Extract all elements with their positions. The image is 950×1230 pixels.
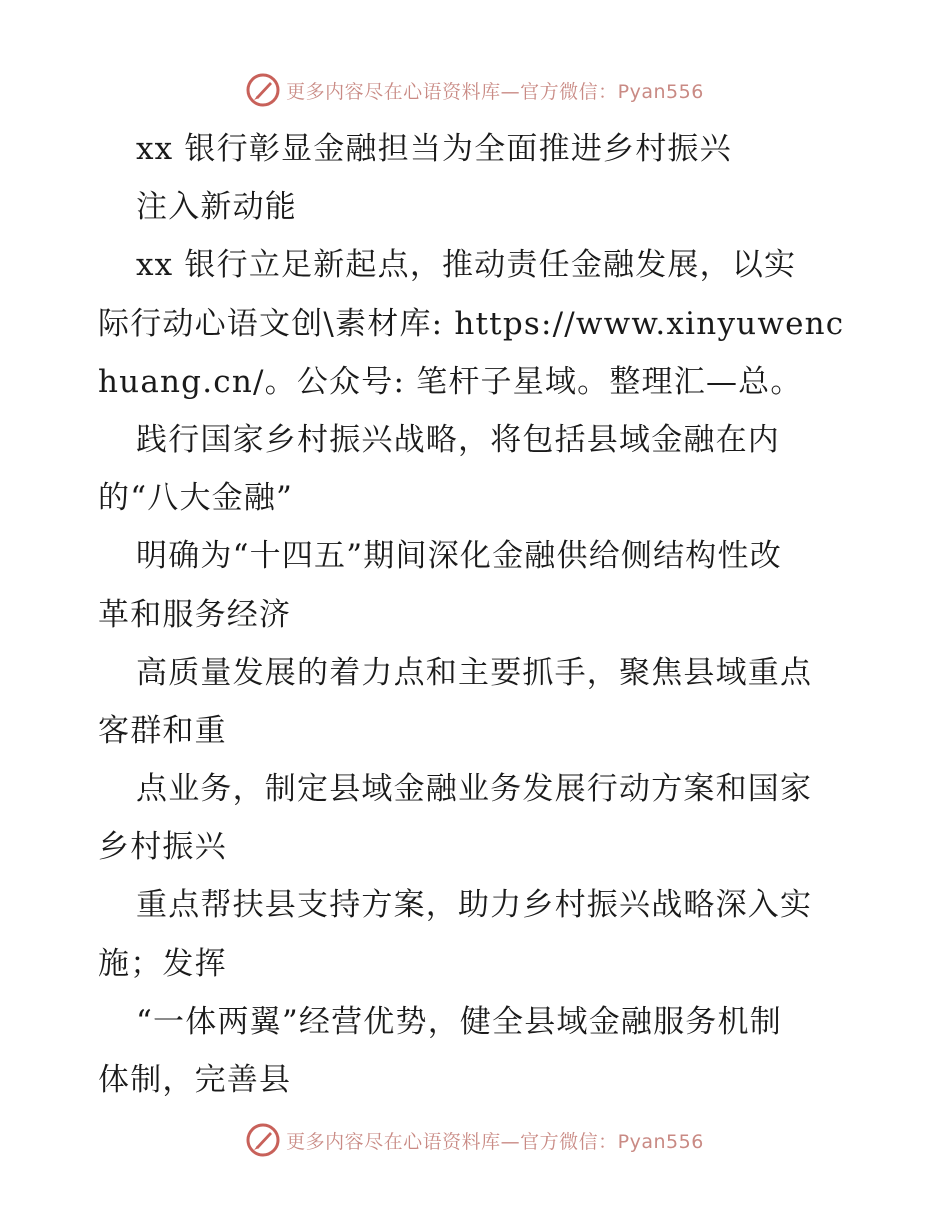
paragraph-line: 客群和重 [98,712,227,749]
watermark-footer [0,1120,950,1160]
watermark-text: 更多内容尽在心语资料库—官方微信：Pyan556 [286,80,704,103]
paragraph-line: “一体两翼”经营优势，健全县域金融服务机制 [136,1003,782,1040]
paragraph-line: 明确为“十四五”期间深化金融供给侧结构性改 [136,538,782,575]
paragraph-line: 践行国家乡村振兴战略，将包括县域金融在内 [136,421,780,458]
quill-emblem-icon [246,73,280,107]
paragraph-line: xx 银行立足新起点，推动责任金融发展，以实 [136,247,797,284]
paragraph-line: 施；发挥 [98,945,227,982]
paragraph-line: 点业务，制定县域金融业务发展行动方案和国家 [136,771,813,808]
document-body [98,120,858,1109]
paragraph-line: 重点帮扶县支持方案，助力乡村振兴战略深入实 [136,887,813,924]
paragraph-line: 革和服务经济 [98,596,292,633]
title-line: 注入新动能 [136,189,297,226]
title-line: xx 银行彰显金融担当为全面推进乡村振兴 [136,131,732,167]
paragraph-line: 体制，完善县 [98,1062,292,1098]
quill-emblem-icon [246,1123,280,1157]
paragraph-line: 高质量发展的着力点和主要抓手，聚焦县域重点 [136,654,813,691]
paragraph-line: 的“八大金融” [98,480,294,517]
paragraph-line: huang.cn/。公众号: 笔杆子星域。整理汇—总。 [98,363,803,400]
paragraph-line: 际行动心语文创\素材库: https://www.xinyuwenc [98,305,845,342]
paragraph-line: 乡村振兴 [98,829,227,866]
watermark-text: 更多内容尽在心语资料库—官方微信：Pyan556 [286,1130,704,1153]
watermark-header [0,70,950,110]
